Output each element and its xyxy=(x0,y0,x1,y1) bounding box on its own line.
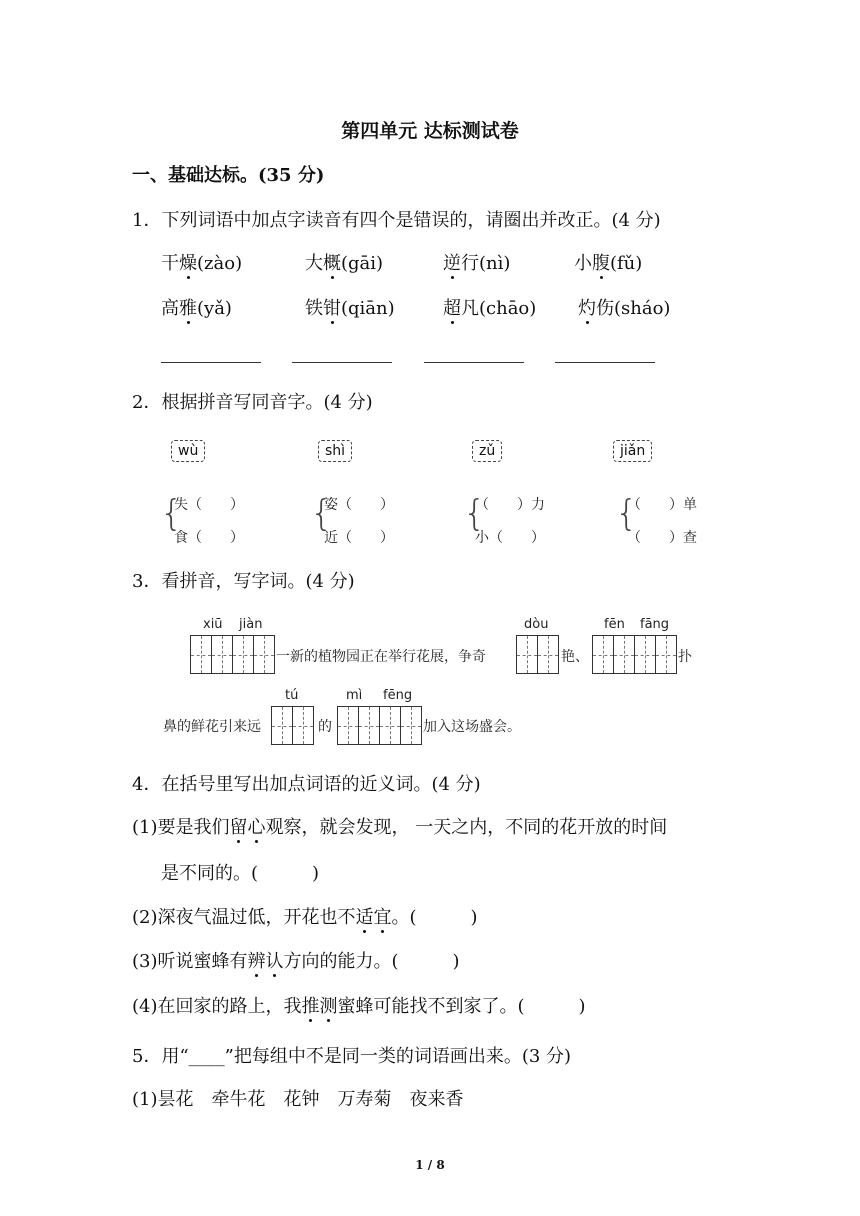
page-number: 1 / 8 xyxy=(415,1158,445,1172)
word-blank[interactable]: （ ）单 xyxy=(627,497,697,513)
dotted-char: 逆 xyxy=(443,253,461,274)
q1-word[interactable]: 铁钳(qiān) xyxy=(305,298,395,319)
q1-word[interactable]: 逆行(nì) xyxy=(443,253,511,274)
writing-grid[interactable] xyxy=(516,635,559,674)
answer-blank[interactable] xyxy=(424,362,524,363)
brace-icon: { xyxy=(463,493,486,534)
q1-word[interactable]: 超凡(chāo) xyxy=(443,298,537,319)
sentence-1: (1)要是我们留心观察，就会发现， 一天之内，不同的花开放的时间 xyxy=(132,817,668,838)
writing-grid[interactable] xyxy=(337,706,422,745)
pinyin-label: jiàn xyxy=(239,617,263,632)
word-blank[interactable]: 近（ ） xyxy=(324,530,394,546)
dotted-word: 留心 xyxy=(229,817,266,838)
writing-grid[interactable] xyxy=(592,635,677,674)
brace-icon: { xyxy=(615,493,638,534)
sentence-4: (4)在回家的路上，我推测蜜蜂可能找不到家了。( ) xyxy=(132,996,586,1017)
pinyin-box: shì xyxy=(318,440,352,462)
pinyin-box: jiǎn xyxy=(613,440,652,462)
dotted-word: 适宜 xyxy=(355,907,392,928)
brace-icon: { xyxy=(160,493,183,534)
sentence-3: (3)听说蜜蜂有辨认方向的能力。( ) xyxy=(132,951,460,972)
dotted-char: 超 xyxy=(443,298,461,319)
word-group-1: (1)昙花 牵牛花 花钟 万寿菊 夜来香 xyxy=(132,1089,464,1110)
question-2: 2．根据拼音写同音字。(4 分) xyxy=(132,392,373,413)
question-4: 4．在括号里写出加点词语的近义词。(4 分) xyxy=(132,774,481,795)
sentence-2: (2)深夜气温过低，开花也不适宜。( ) xyxy=(132,907,478,928)
q1-word[interactable]: 大概(gāi) xyxy=(305,253,384,274)
dotted-char: 雅 xyxy=(179,298,197,319)
pinyin-label: xiū xyxy=(203,617,223,632)
pinyin-label: tú xyxy=(285,688,299,703)
sentence-text: 艳、 xyxy=(561,649,589,665)
word-blank[interactable]: 小（ ） xyxy=(475,530,545,546)
question-1: 1．下列词语中加点字读音有四个是错误的，请圈出并改正。(4 分) xyxy=(132,210,661,231)
pinyin-label: fēn xyxy=(604,617,625,632)
section-heading: 一、基础达标。(35 分) xyxy=(132,165,325,186)
dotted-char: 钳 xyxy=(323,298,341,319)
q1-word[interactable]: 高雅(yǎ) xyxy=(161,298,232,319)
pinyin-label: fāng xyxy=(640,617,670,632)
pinyin-label: dòu xyxy=(524,617,549,632)
dotted-char: 腹 xyxy=(592,253,610,274)
pinyin-box: wù xyxy=(171,440,205,462)
sentence-1-cont: 是不同的。( ) xyxy=(161,863,320,884)
writing-grid[interactable] xyxy=(271,706,314,745)
word-blank[interactable]: 食（ ） xyxy=(174,530,244,546)
answer-blank[interactable] xyxy=(161,362,261,363)
word-blank[interactable]: 失（ ） xyxy=(174,497,244,513)
sentence-text: 扑 xyxy=(678,649,692,665)
q1-word[interactable]: 干燥(zào) xyxy=(161,253,243,274)
word-blank[interactable]: 姿（ ） xyxy=(324,497,394,513)
page-title: 第四单元 达标测试卷 xyxy=(341,120,519,142)
question-5: 5．用“____”把每组中不是同一类的词语画出来。(3 分) xyxy=(132,1046,572,1067)
sentence-text: 加入这场盛会。 xyxy=(423,719,521,735)
answer-blank[interactable] xyxy=(292,362,392,363)
dotted-char: 燥 xyxy=(179,253,197,274)
word-blank[interactable]: （ ）查 xyxy=(627,530,697,546)
brace-icon: { xyxy=(310,493,333,534)
dotted-char: 概 xyxy=(323,253,341,274)
q1-word[interactable]: 灼伤(sháo) xyxy=(578,298,671,319)
q1-word[interactable]: 小腹(fǔ) xyxy=(574,253,643,274)
writing-grid[interactable] xyxy=(190,635,275,674)
question-3: 3．看拼音，写字词。(4 分) xyxy=(132,571,355,592)
sentence-text: 的 xyxy=(318,719,332,735)
dotted-word: 辨认 xyxy=(247,951,284,972)
dotted-char: 灼 xyxy=(578,298,596,319)
pinyin-label: mì xyxy=(346,688,363,703)
sentence-text: 鼻的鲜花引来远 xyxy=(163,719,261,735)
pinyin-box: zǔ xyxy=(472,440,502,462)
word-blank[interactable]: （ ）力 xyxy=(475,497,545,513)
pinyin-label: fēng xyxy=(383,688,413,703)
sentence-text: 一新的植物园正在举行花展，争奇 xyxy=(276,649,486,665)
answer-blank[interactable] xyxy=(555,362,655,363)
dotted-word: 推测 xyxy=(301,996,338,1017)
